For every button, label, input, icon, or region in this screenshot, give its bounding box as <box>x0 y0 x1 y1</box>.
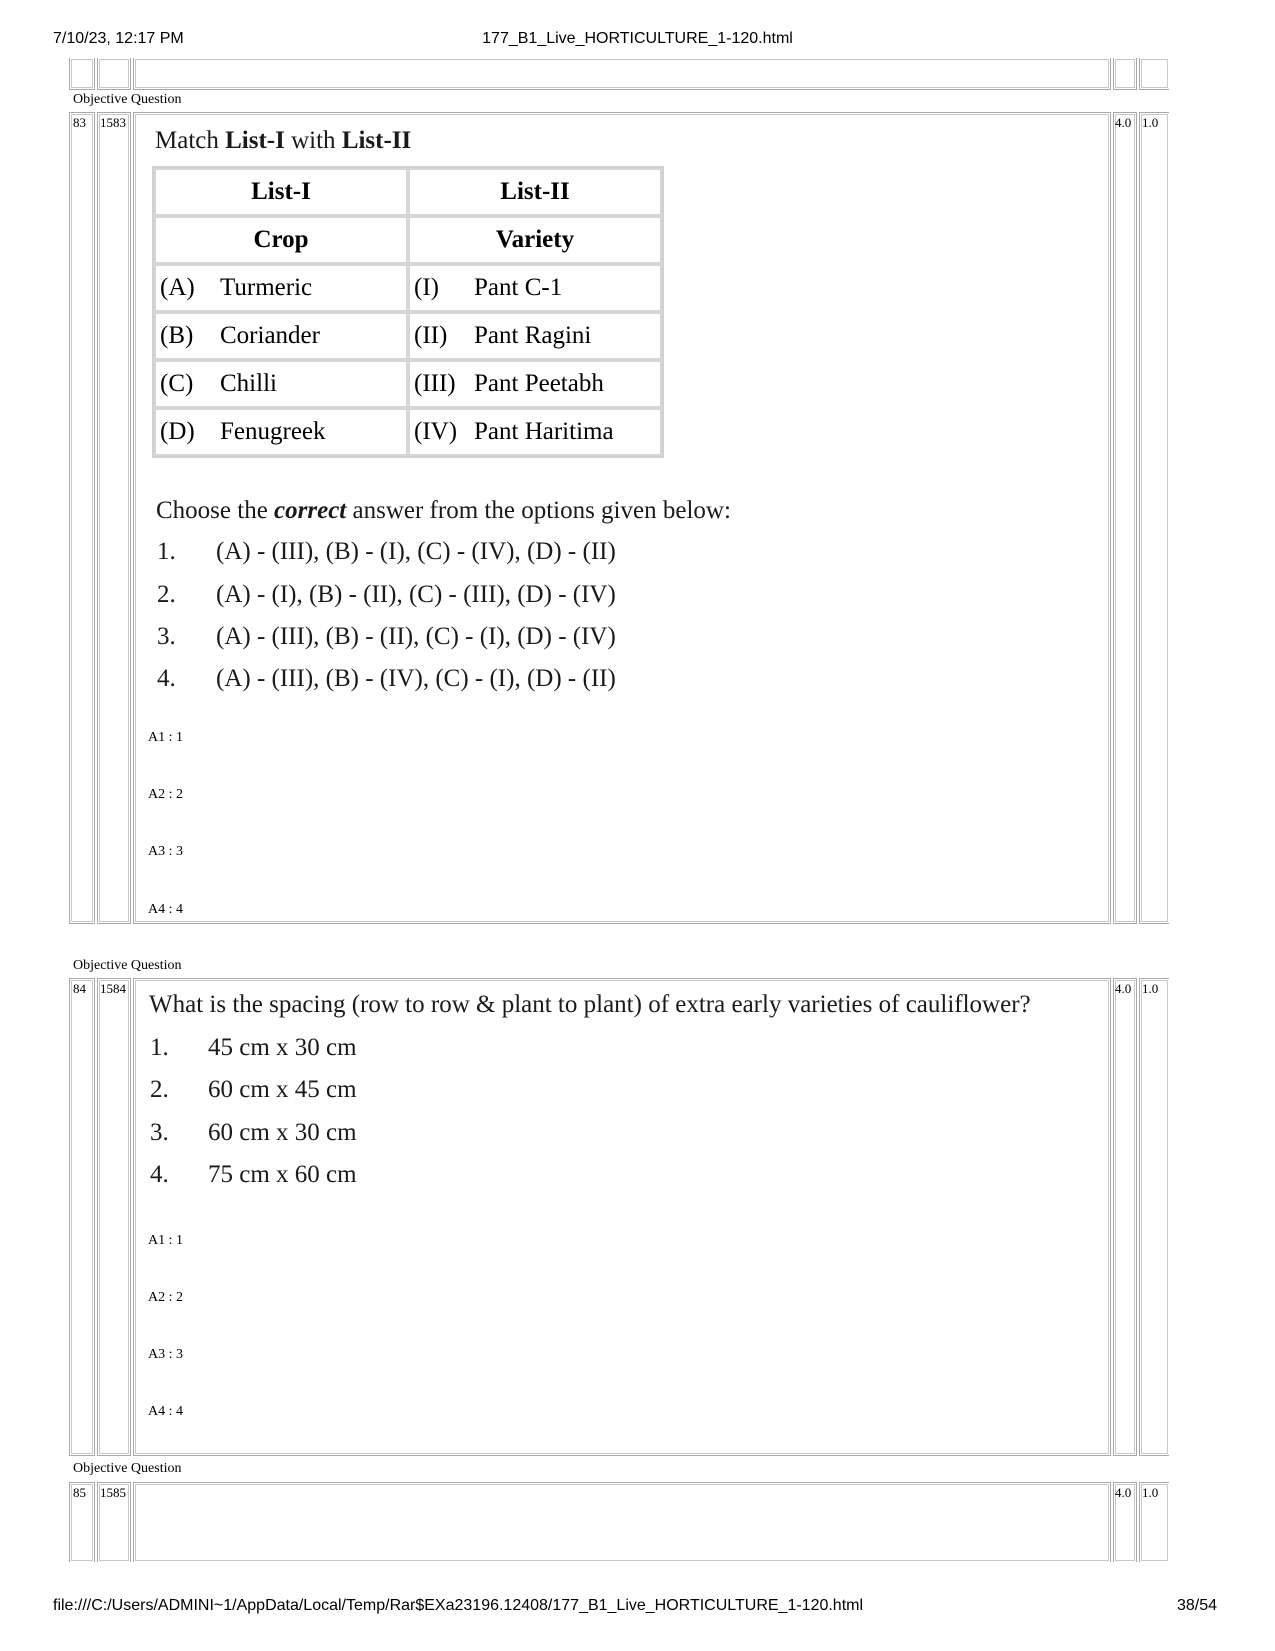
match-table-header: List-II <box>408 168 662 216</box>
match-table-subheader: Crop <box>154 216 408 264</box>
q84-answer-key: A1 : 1 <box>148 1233 183 1248</box>
q85-question-id: 1585 <box>100 1485 126 1500</box>
q84-question-id: 1584 <box>100 981 126 996</box>
match-table-header: List-I <box>154 168 408 216</box>
q84-answer-key: A2 : 2 <box>148 1290 183 1305</box>
q83-marks: 4.0 <box>1115 115 1132 130</box>
q84-qid-cell <box>97 978 131 1456</box>
q83-answer-key: A3 : 3 <box>148 844 183 859</box>
q84-serial-number: 84 <box>73 981 86 996</box>
q85-content-cell <box>133 1482 1111 1562</box>
q83-option-number: 1. <box>157 538 176 565</box>
q84-option-text: 45 cm x 30 cm <box>208 1034 357 1061</box>
section-label: Objective Question <box>73 1461 182 1476</box>
match-table-row: (D) Fenugreek (IV) Pant Haritima <box>154 408 662 456</box>
q83-option-text: (A) - (III), (B) - (IV), (C) - (I), (D) - (II) <box>216 665 616 692</box>
q84-option-number: 4. <box>150 1161 169 1188</box>
q84-answer-key: A4 : 4 <box>148 1404 183 1419</box>
q85-negative-marks: 1.0 <box>1142 1485 1159 1500</box>
q84-option-text: 60 cm x 45 cm <box>208 1076 357 1103</box>
q83-neg-cell <box>1139 112 1169 924</box>
q85-marks: 4.0 <box>1115 1485 1132 1500</box>
q83-choose-instruction: Choose the correct answer from the options given below: <box>156 497 731 524</box>
prev-row-marks-cell <box>1113 58 1137 90</box>
q83-option-number: 4. <box>157 665 176 692</box>
q84-option-text: 60 cm x 30 cm <box>208 1119 357 1146</box>
q84-option-number: 1. <box>150 1034 169 1061</box>
q83-answer-key: A2 : 2 <box>148 787 183 802</box>
q84-answer-key: A3 : 3 <box>148 1347 183 1362</box>
q85-serial-number: 85 <box>73 1485 86 1500</box>
prev-row-content-cell <box>133 58 1111 90</box>
q84-neg-cell <box>1139 978 1169 1456</box>
section-label: Objective Question <box>73 958 182 973</box>
q83-option-number: 3. <box>157 623 176 650</box>
q83-option-number: 2. <box>157 581 176 608</box>
q84-question-text: What is the spacing (row to row & plant to plant) of extra early varieties of cauliflower? <box>149 991 1031 1018</box>
q84-marks-cell <box>1113 978 1137 1456</box>
q83-marks-cell <box>1113 112 1137 924</box>
q83-answer-key: A1 : 1 <box>148 730 183 745</box>
q83-question-id: 1583 <box>100 115 126 130</box>
print-title: 177_B1_Live_HORTICULTURE_1-120.html <box>482 30 793 47</box>
prev-row-qid-cell <box>97 58 131 90</box>
q85-neg-cell <box>1139 1482 1169 1562</box>
q83-match-instruction: Match List-I with List-II <box>155 127 412 154</box>
q84-sno-cell <box>69 978 95 1456</box>
q83-option-text: (A) - (III), (B) - (I), (C) - (IV), (D) - (II) <box>216 538 616 565</box>
q83-sno-cell <box>69 112 95 924</box>
match-table-row: (B) Coriander (II) Pant Ragini <box>154 312 662 360</box>
q84-marks: 4.0 <box>1115 981 1132 996</box>
q84-option-number: 3. <box>150 1119 169 1146</box>
section-label: Objective Question <box>73 92 182 107</box>
match-table-subheader: Variety <box>408 216 662 264</box>
q83-option-text: (A) - (III), (B) - (II), (C) - (I), (D) - (IV) <box>216 623 616 650</box>
match-table-row: (C) Chilli (III) Pant Peetabh <box>154 360 662 408</box>
q83-serial-number: 83 <box>73 115 86 130</box>
q83-qid-cell <box>97 112 131 924</box>
match-table-row: (A) Turmeric (I) Pant C-1 <box>154 264 662 312</box>
q84-negative-marks: 1.0 <box>1142 981 1159 996</box>
print-page-number: 38/54 <box>1176 1597 1217 1614</box>
q83-negative-marks: 1.0 <box>1142 115 1159 130</box>
prev-row-sno-cell <box>69 58 95 90</box>
prev-row-neg-cell <box>1139 58 1169 90</box>
q83-option-text: (A) - (I), (B) - (II), (C) - (III), (D) - (IV) <box>216 581 616 608</box>
print-file-path: file:///C:/Users/ADMINI~1/AppData/Local/Temp/Rar$EXa23196.12408/177_B1_Live_HORTICULTURE_1-120.html <box>53 1597 864 1614</box>
q84-option-number: 2. <box>150 1076 169 1103</box>
q84-option-text: 75 cm x 60 cm <box>208 1161 357 1188</box>
q83-answer-key: A4 : 4 <box>148 902 183 917</box>
q83-match-table <box>152 166 664 458</box>
print-datetime: 7/10/23, 12:17 PM <box>53 30 184 47</box>
